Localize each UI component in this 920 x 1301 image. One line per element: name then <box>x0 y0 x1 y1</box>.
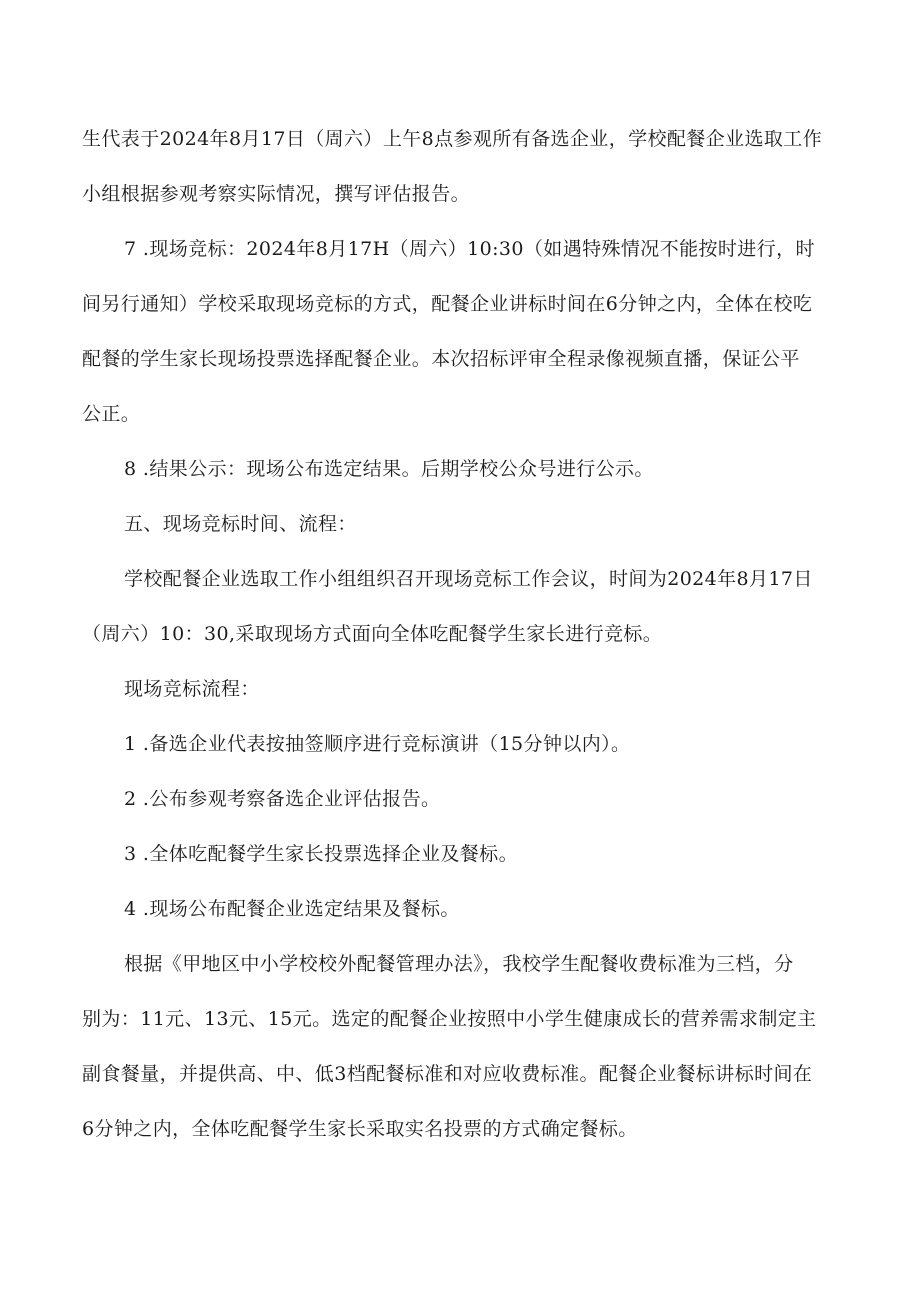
text-line: 间另行通知）学校采取现场竞标的方式，配餐企业讲标时间在6分钟之内，全体在校吃 <box>82 293 813 315</box>
text-line: 公正。 <box>82 403 141 425</box>
text-line: 现场竞标流程： <box>124 678 260 700</box>
text-line: 生代表于2024年8月17日（周六）上午8点参观所有备选企业，学校配餐企业选取工作 <box>82 128 823 150</box>
list-item: 1 .备选企业代表按抽签顺序进行竞标演讲（15分钟以内）。 <box>124 733 631 755</box>
section-heading: 五、现场竞标时间、流程： <box>124 513 357 535</box>
list-item: 4 .现场公布配餐企业选定结果及餐标。 <box>124 898 460 920</box>
text-line: 7 .现场竞标：2024年8月17H（周六）10:30（如遇特殊情况不能按时进行，时 <box>124 238 815 260</box>
text-line: 小组根据参观考察实际情况，撰写评估报告。 <box>82 183 471 205</box>
text-line: 副食餐量，并提供高、中、低3档配餐标准和对应收费标准。配餐企业餐标讲标时间在 <box>82 1063 813 1085</box>
text-line: 8 .结果公示：现场公布选定结果。后期学校公众号进行公示。 <box>124 458 654 480</box>
text-line: 6分钟之内，全体吃配餐学生家长采取实名投票的方式确定餐标。 <box>82 1118 638 1140</box>
list-item: 3 .全体吃配餐学生家长投票选择企业及餐标。 <box>124 843 518 865</box>
text-line: 学校配餐企业选取工作小组组织召开现场竞标工作会议，时间为2024年8月17日 <box>124 568 813 590</box>
text-line: 配餐的学生家长现场投票选择配餐企业。本次招标评审全程录像视频直播，保证公平 <box>82 348 800 370</box>
text-line: 别为：11元、13元、15元。选定的配餐企业按照中小学生健康成长的营养需求制定主 <box>82 1008 817 1030</box>
text-line: （周六）10：30,采取现场方式面向全体吃配餐学生家长进行竞标。 <box>82 623 663 645</box>
list-item: 2 .公布参观考察备选企业评估报告。 <box>124 788 441 810</box>
text-line: 根据《甲地区中小学校校外配餐管理办法》，我校学生配餐收费标准为三档，分 <box>124 953 794 975</box>
